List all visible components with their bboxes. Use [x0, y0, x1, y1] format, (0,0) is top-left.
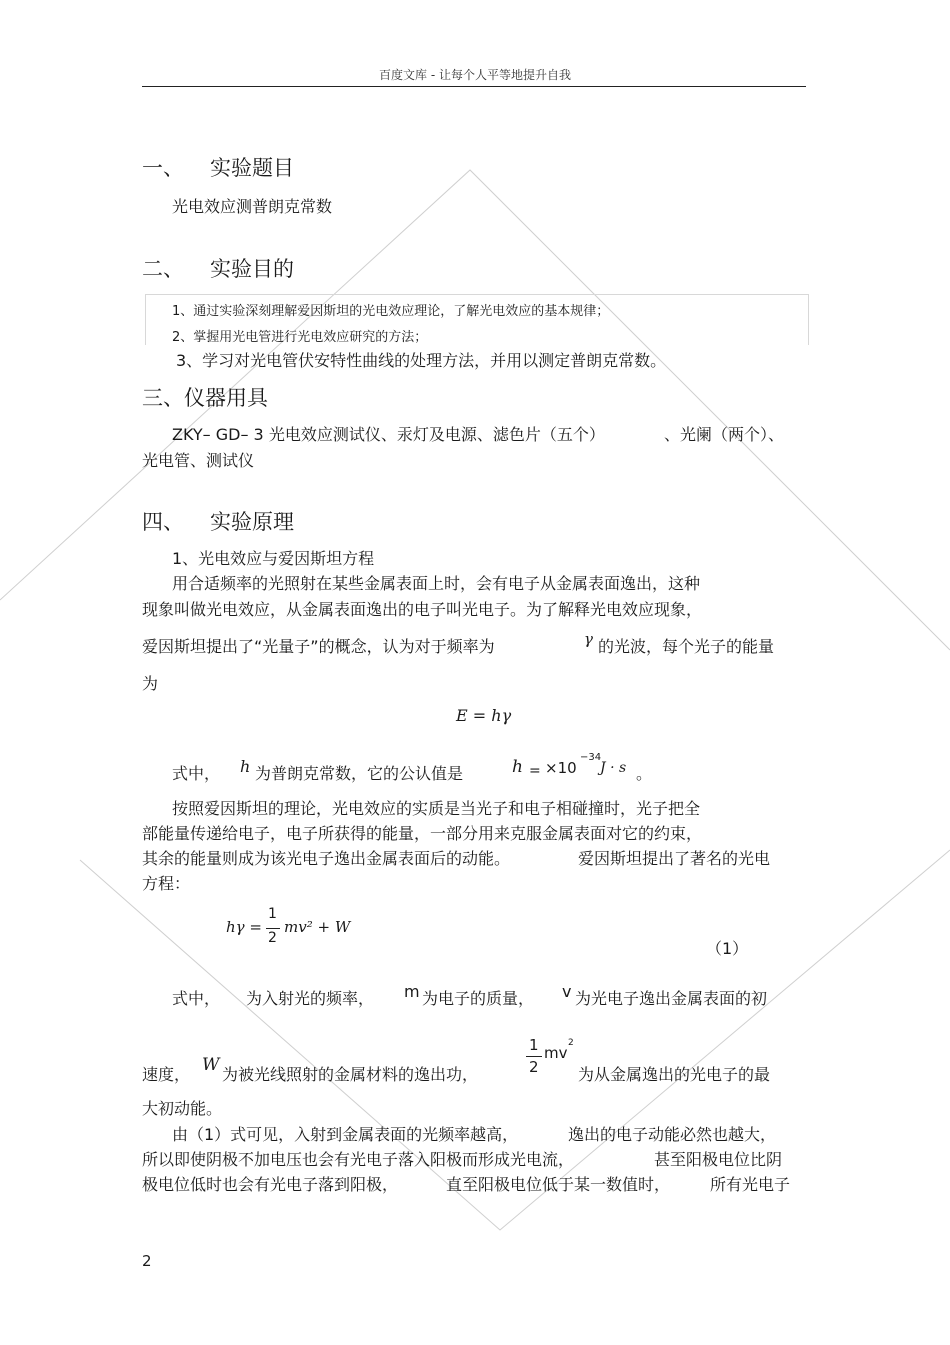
- paragraph-line: 由（1）式可见，入射到金属表面的光频率越高，: [172, 1125, 519, 1144]
- fraction-bar: [266, 928, 280, 929]
- paragraph-line: 现象叫做光电效应，从金属表面逸出的电子叫光电子。为了解释光电效应现象，: [142, 600, 703, 619]
- paragraph-line: 直至阳极电位低于某一数值时，: [446, 1175, 671, 1194]
- fraction-numerator: 1: [529, 1036, 539, 1054]
- section-3-heading: 三、仪器用具: [142, 386, 268, 410]
- page-header: 百度文库 - 让每个人平等地提升自我: [379, 68, 571, 82]
- planck-symbol: h: [512, 757, 523, 777]
- subsection-title: 1、光电效应与爱因斯坦方程: [172, 549, 375, 568]
- section-4-heading: 四、 实验原理: [142, 510, 294, 534]
- fraction-denominator: 2: [268, 930, 277, 946]
- paragraph-line: 部能量传递给电子，电子所获得的能量，一部分用来克服金属表面对它的约束，: [142, 824, 703, 843]
- paragraph-line: 逸出的电子动能必然也越大，: [568, 1125, 777, 1144]
- objective-item: 3、学习对光电管伏安特性曲线的处理方法，并用以测定普朗克常数。: [176, 351, 667, 370]
- paragraph-line: 用合适频率的光照射在某些金属表面上时，会有电子从金属表面逸出，这种: [172, 574, 701, 593]
- paragraph-line: 按照爱因斯坦的理论，光电效应的实质是当光子和电子相碰撞时，光子把全: [172, 799, 701, 818]
- paragraph-line: 式中，: [172, 764, 221, 783]
- objective-item: 2、掌握用光电管进行光电效应研究的方法；: [172, 330, 428, 345]
- equals-sign: =: [529, 763, 541, 779]
- gamma-symbol: γ: [584, 630, 593, 648]
- section-3-line: 光电管、测试仪: [142, 451, 255, 470]
- equation-rhs: mv² + W: [284, 918, 351, 936]
- page-number: 2: [142, 1252, 152, 1270]
- section-1-body: 光电效应测普朗克常数: [172, 197, 333, 216]
- section-3-line: ZKY– GD– 3 光电效应测试仪、汞灯及电源、滤色片（五个）: [172, 425, 605, 444]
- fraction-bar: [526, 1056, 542, 1057]
- paragraph-line: 式中，: [172, 989, 221, 1008]
- paragraph-line: 极电位低时也会有光电子落到阳极，: [142, 1175, 399, 1194]
- paragraph-line: 甚至阳极电位比阴: [654, 1150, 783, 1169]
- paragraph-line: 为: [142, 674, 159, 693]
- equation-fraction: [266, 906, 280, 950]
- equation-photon-energy: E = hγ: [456, 706, 512, 725]
- paragraph-line: 方程：: [142, 874, 191, 893]
- paragraph-line: 。: [636, 764, 653, 783]
- kinetic-energy-mv: mv: [544, 1044, 568, 1062]
- paragraph-line: 所有光电子: [710, 1175, 791, 1194]
- header-rule: [142, 86, 806, 87]
- fraction-denominator: 2: [529, 1058, 539, 1076]
- planck-unit: J · s: [600, 760, 627, 776]
- paragraph-line: 大初动能。: [142, 1099, 223, 1118]
- paragraph-line: 所以即使阴极不加电压也会有光电子落入阳极而形成光电流，: [142, 1150, 575, 1169]
- paragraph-line: 为普朗克常数，它的公认值是: [255, 764, 464, 783]
- paragraph-line: 为被光线照射的金属材料的逸出功，: [222, 1065, 479, 1084]
- section-1-heading: 一、 实验题目: [142, 156, 294, 180]
- kinetic-energy-exponent: 2: [568, 1038, 574, 1048]
- equation-label: （1）: [706, 939, 749, 958]
- velocity-symbol: v: [562, 982, 572, 1001]
- paragraph-line: 的光波，每个光子的能量: [598, 637, 775, 656]
- planck-symbol: h: [240, 757, 251, 776]
- paragraph-line: 爱因斯坦提出了“光量子”的概念，认为对于频率为: [142, 637, 495, 656]
- equation-lhs: hγ =: [226, 918, 262, 936]
- paragraph-line: 为电子的质量，: [422, 989, 535, 1008]
- fraction-numerator: 1: [268, 906, 277, 922]
- planck-exponent: −34: [580, 752, 602, 763]
- kinetic-energy-fraction: [526, 1036, 542, 1078]
- paragraph-line: 其余的能量则成为该光电子逸出金属表面后的动能。: [142, 849, 511, 868]
- paragraph-line: 为光电子逸出金属表面的初: [575, 989, 768, 1008]
- paragraph-line: 为从金属逸出的光电子的最: [578, 1065, 771, 1084]
- work-function-symbol: W: [202, 1055, 220, 1075]
- planck-value: ×10: [545, 759, 577, 777]
- objective-item: 1、通过实验深刻理解爱因斯坦的光电效应理论，了解光电效应的基本规律；: [172, 304, 610, 319]
- paragraph-line: 爱因斯坦提出了著名的光电: [578, 849, 771, 868]
- paragraph-line: 速度，: [142, 1065, 191, 1084]
- mass-symbol: m: [404, 982, 420, 1001]
- section-2-heading: 二、 实验目的: [142, 257, 294, 281]
- section-3-line: 、光阑（两个）、: [664, 425, 785, 444]
- paragraph-line: 为入射光的频率，: [246, 989, 375, 1008]
